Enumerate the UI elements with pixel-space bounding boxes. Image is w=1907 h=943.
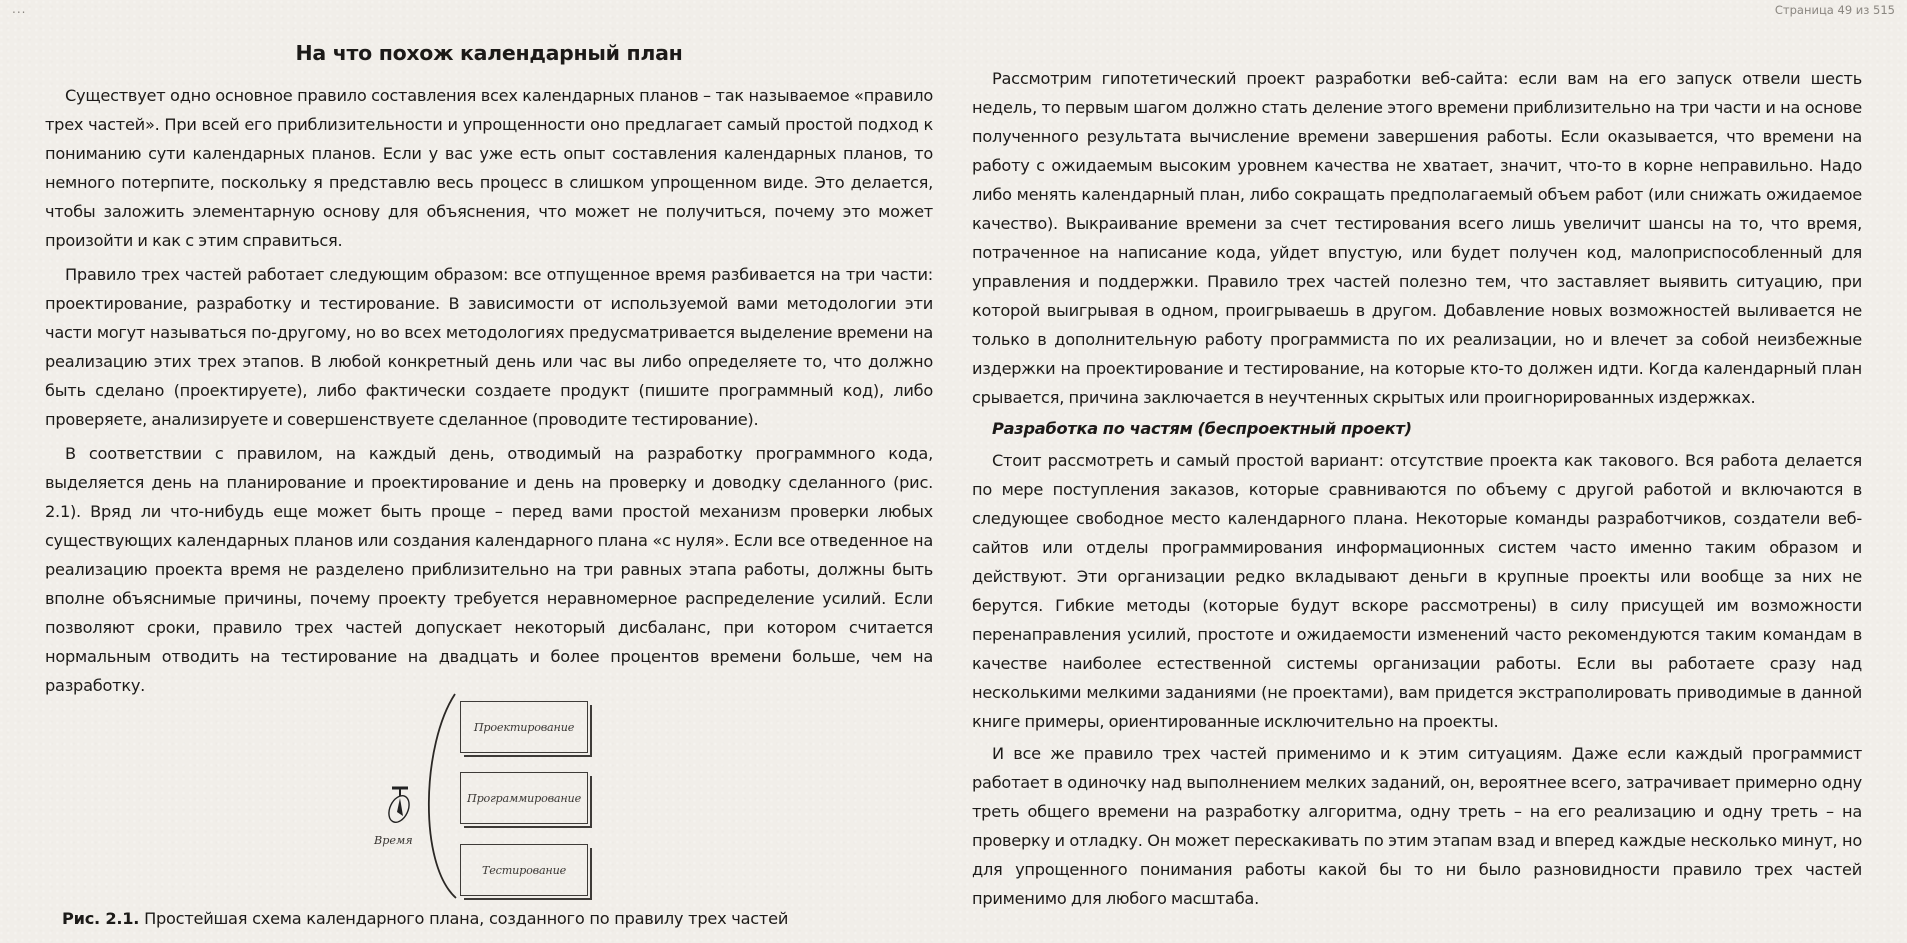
stage-design-box: Проектирование	[460, 701, 588, 753]
paragraph: Рассмотрим гипотетический проект разработки веб-сайта: если вам на его запуск отвели шесть недель, то первым шагом должно стать деление этого времени приблизительно на три части и на основе полученного результата вычисление времени завершения работы. Если оказывается, что времени на работу с ожидаемым высоким уровнем качества не хватает, значит, что-то в корне неправильно. Надо либо менять календарный план, либо сокращать предполагаемый объем работ (или снижать ожидаемое качество). Выкраивание времени за счет тестирования всего лишь увеличит шансы на то, что время, потраченное на написание кода, уйдет впустую, или будет получен код, малоприспособленный для управления и поддержки. Правило трех частей полезно тем, что заставляет выявить ситуацию, при которой выигрывая в одном, проигрываешь в другом. Добавление новых возможностей выливается не только в дополнительную работу программиста по их реализации, но и влечет за собой неизбежные издержки на проектирование и тестирование, на которые кто-то должен идти. Когда календарный план срывается, причина заключается в неучтенных скрытых или проигнорированных издержках.	[972, 69, 1862, 407]
stopwatch-icon	[382, 784, 422, 828]
paragraph: Стоит рассмотреть и самый простой вариант: отсутствие проекта как такового. Вся работа делается по мере поступления заказов, которые сравниваются по объему с другой работой и включаются в следующее свободное место календарного плана. Некоторые команды разработчиков, создатели веб-сайтов или отделы программирования информационных систем часто именно таким образом и действуют. Эти организации редко вкладывают деньги в крупные проекты или вообще за них не берутся. Гибкие методы (которые будут вскоре рассмотрены) в силу присущей им возможности перенаправления усилий, простоте и ожидаемости изменений часто рекомендуются таким командам в качестве наиболее естественной системы организации работы. Если вы работаете сразу над несколькими мелкими заданиями (не проектами), вам придется экстраполировать приводимые в данной книге примеры, ориентированные исключительно на проекты.	[972, 451, 1862, 731]
subsection-heading: Разработка по частям (беспроектный проект)	[992, 419, 1412, 438]
time-label: Время	[374, 834, 413, 847]
paragraph: И все же правило трех частей применимо и к этим ситуациям. Даже если каждый программист работает в одиночку над выполнением мелких заданий, он, вероятнее всего, затрачивает примерно одну треть общего времени на разработку алгоритма, одну треть – на его реализацию и одну треть – на проверку и отладку. Он может перескакивать по этим этапам взад и вперед каждые несколько минут, но для упрощенного понимания работы какой бы то ни было разновидности правило трех частей применимо для любого масштаба.	[972, 744, 1862, 908]
paragraph: Правило трех частей работает следующим образом: все отпущенное время разбивается на три части: проектирование, разработку и тестирование. В зависимости от используемой вами методологии эти части могут называться по-другому, но во всех методологиях предусматривается выделение времени на реализацию этих трех этапов. В любой конкретный день или час вы либо определяете то, что должно быть сделано (проектируете), либо фактически создаете продукт (пишите программный код), либо проверяете, анализируете и совершенствуете сделанное (проводите тестирование).	[45, 265, 933, 429]
paragraph: В соответствии с правилом, на каждый день, отводимый на разработку программного кода, выделяется день на планирование и проектирование и день на проверку и доводку сделанного (рис. 2.1). Вряд ли что-нибудь еще может быть проще – перед вами простой механизм проверки любых существующих календарных планов или создания календарного плана «с нуля». Если все отведенное на реализацию проекта время не разделено приблизительно на три равных этапа работы, должны быть вполне объяснимые причины, почему проекту требуется неравномерное распределение усилий. Если позволяют сроки, правило трех частей допускает некоторый дисбаланс, при котором считается нормальным отводить на тестирование на двадцать и более процентов времени больше, чем на разработку.	[45, 444, 933, 695]
figure-caption-label: Рис. 2.1.	[62, 909, 140, 928]
figure-caption-text: Простейшая схема календарного плана, созданного по правилу трех частей	[139, 909, 789, 928]
figure-caption	[62, 907, 788, 931]
reader-menu-button[interactable]: ...	[12, 2, 27, 16]
paragraph: Существует одно основное правило составления всех календарных планов – так называемое «правило трех частей». При всей его приблизительности и упрощенности оно предлагает самый простой подход к пониманию сути календарных планов. Если у вас уже есть опыт составления календарных планов, то немного потерпите, поскольку я представлю весь процесс в слишком упрощенном виде. Это делается, чтобы заложить элементарную основу для объяснения, что может не получиться, почему это может произойти и как с этим справиться.	[45, 86, 933, 250]
stage-testing-box: Тестирование	[460, 844, 588, 896]
page-indicator: Страница 49 из 515	[1774, 3, 1895, 17]
section-heading: На что похож календарный план	[295, 41, 683, 65]
right-column	[972, 64, 1862, 913]
stage-programming-box: Программирование	[460, 772, 588, 824]
figure-three-part-schedule	[360, 684, 610, 934]
left-column	[45, 81, 933, 700]
